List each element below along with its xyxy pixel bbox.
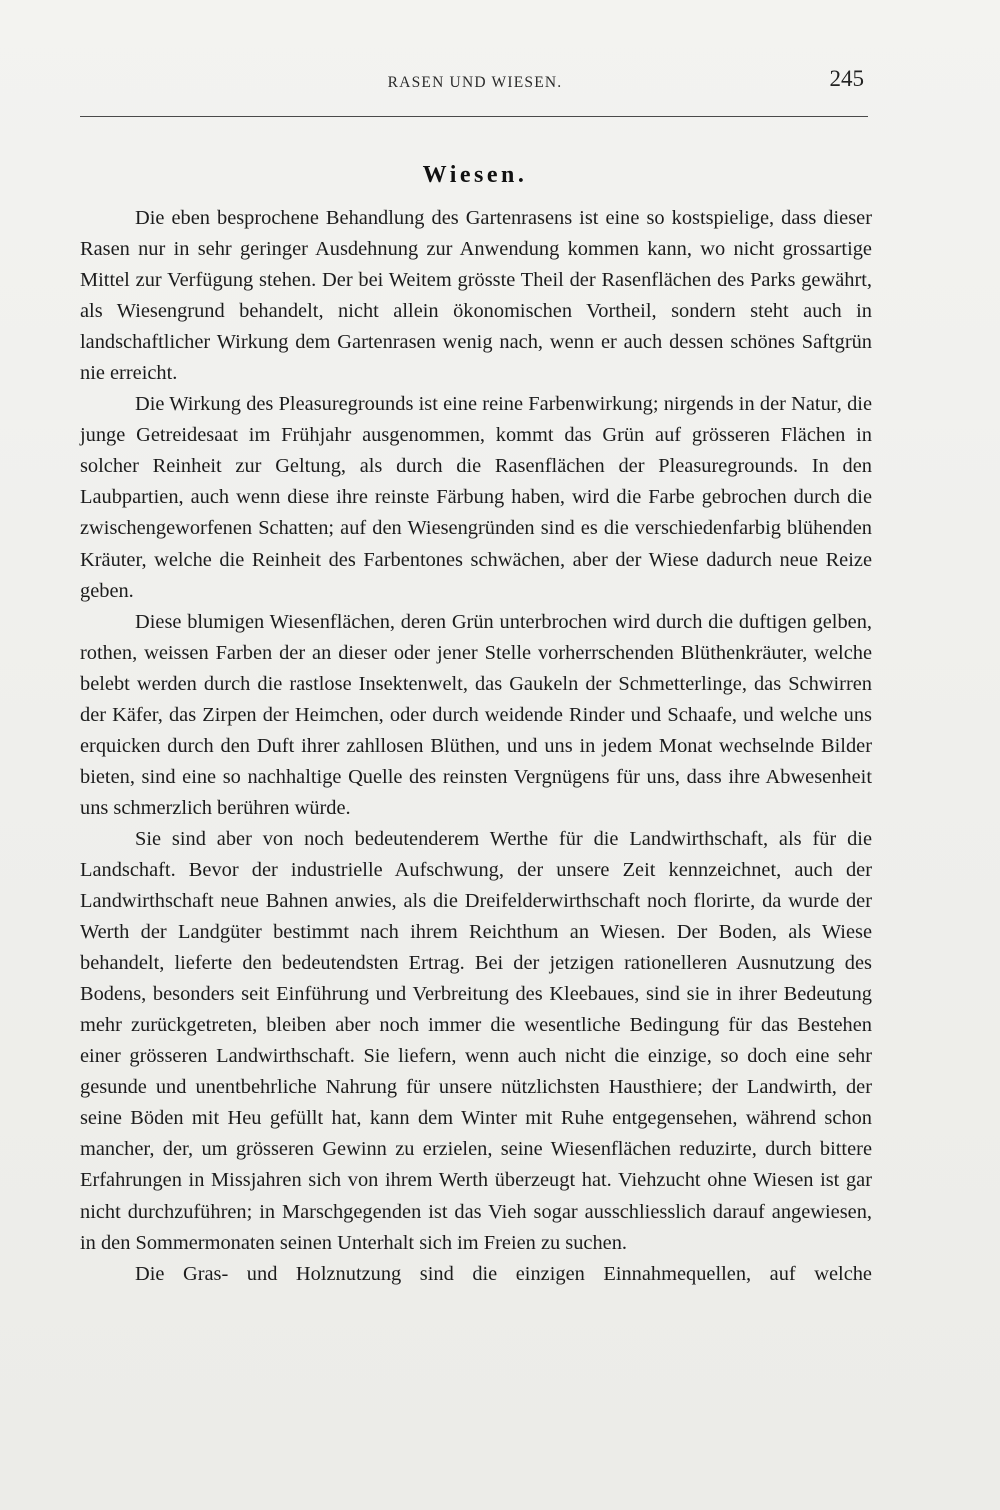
running-header: [80, 66, 870, 96]
header-rule: [80, 116, 868, 117]
paragraph-1: Die eben besprochene Behandlung des Gartenrasens ist eine so kostspielige, dass dieser Rasen nur in sehr geringer Ausdehnung zur Anwendung kommen kann, wo nicht grossartige Mittel zur Verfügung stehen. Der bei Weitem grösste Theil der Rasenflächen des Parks gewährt, als Wiesengrund behandelt, nicht allein ökonomischen Vortheil, sondern steht auch in landschaftlicher Wirkung dem Gartenrasen wenig nach, wenn er auch dessen schönes Saftgrün nie erreicht.: [80, 207, 872, 385]
paragraph-2: Die Wirkung des Pleasuregrounds ist eine reine Farbenwirkung; nirgends in der Natur, die junge Getreidesaat im Frühjahr ausgenommen, kommt das Grün auf grösseren Flächen in solcher Reinheit zur Geltung, als durch die Rasenflächen der Pleasuregrounds. In den Laubpartien, auch wenn diese ihre reinste Färbung haben, wird die Farbe gebrochen durch die zwischengeworfenen Schatten; auf den Wiesengründen sind es die verschiedenfarbig blühenden Kräuter, welche die Reinheit des Farbentones schwächen, aber der Wiese dadurch neue Reize geben.: [80, 393, 872, 602]
section-title: Wiesen.: [422, 162, 528, 188]
page-number: 245: [829, 66, 864, 91]
running-title: RASEN UND WIESEN.: [387, 74, 563, 91]
body-text: [80, 203, 872, 1290]
paragraph-4: Sie sind aber von noch bedeutenderem Werthe für die Landwirthschaft, als für die Landschaft. Bevor der industrielle Aufschwung, der unsere Zeit kennzeichnet, auch der Landwirthschaft neue Bahnen anwies, als die Dreifelderwirthschaft noch florirte, da wurde der Werth der Landgüter bestimmt nach ihrem Reichthum an Wiesen. Der Boden, als Wiese behandelt, lieferte den bedeutendsten Ertrag. Bei der jetzigen rationelleren Ausnutzung des Bodens, besonders seit Einführung und Verbreitung des Kleebaues, sind sie in ihrer Bedeutung mehr zurückgetreten, bleiben aber noch immer die wesentliche Bedingung für das Bestehen einer grösseren Landwirthschaft. Sie liefern, wenn auch nicht die einzige, so doch eine sehr gesunde und unentbehrliche Nahrung für unsere nützlichsten Hausthiere; der Landwirth, der seine Böden mit Heu gefüllt hat, kann dem Winter mit Ruhe entgegensehen, während schon mancher, der, um grösseren Gewinn zu erzielen, seine Wiesenflächen reduzirte, durch bittere Erfahrungen in Missjahren sich von ihrem Werth überzeugt hat. Viehzucht ohne Wiesen ist gar nicht durchzuführen; in Marschgegenden ist das Vieh sogar ausschliesslich darauf angewiesen, in den Sommermonaten seinen Unterhalt sich im Freien zu suchen.: [80, 827, 872, 1254]
paragraph-5: Die Gras- und Holznutzung sind die einzigen Einnahmequellen, auf welche: [135, 1262, 872, 1285]
paragraph-3: Diese blumigen Wiesenflächen, deren Grün unterbrochen wird durch die duftigen gelben, rothen, weissen Farben der an dieser oder jener Stelle vorherrschenden Blüthenkräuter, welche belebt werden durch die rastlose Insektenwelt, das Gaukeln der Schmetterlinge, das Schwirren der Käfer, das Zirpen der Heimchen, oder durch weidende Rinder und Schaafe, und welche uns erquicken durch den Duft ihrer zahllosen Blüthen, und uns in jedem Monat wechselnde Bilder bieten, sind eine so nachhaltige Quelle des reinsten Vergnügens für uns, dass ihre Abwesenheit uns schmerzlich berühren würde.: [80, 610, 872, 819]
